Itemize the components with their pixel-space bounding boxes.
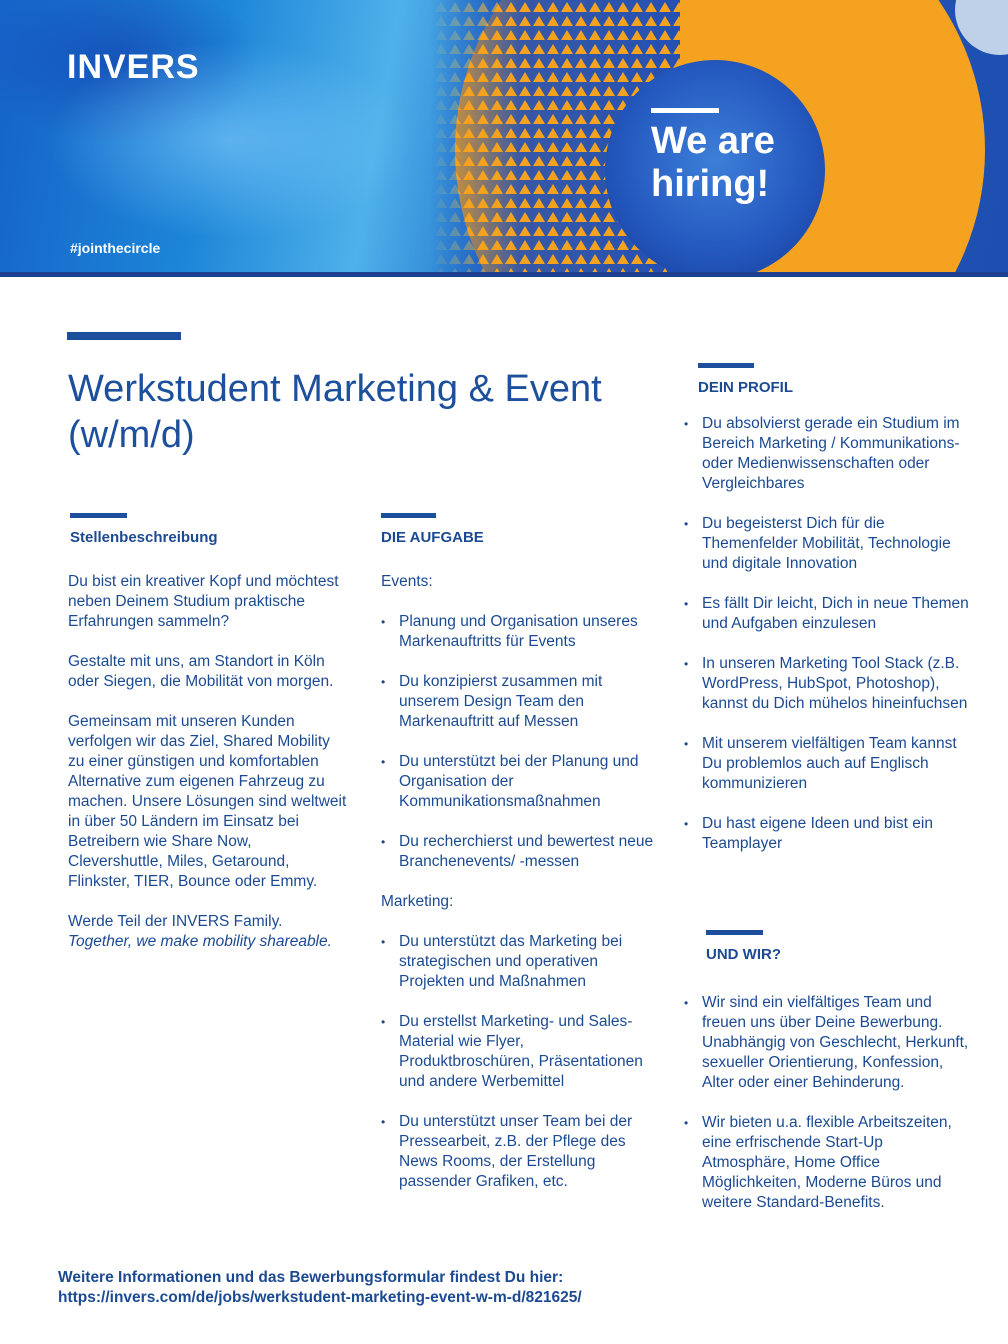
profil-accent-bar xyxy=(698,363,754,368)
list-item: • Du unterstützt unser Team bei der Pressearbeit, z.B. der Pflege des News Rooms, der Erstellung passender Grafiken, etc. xyxy=(381,1112,663,1192)
banner-divider xyxy=(0,272,1008,277)
list-item: • Es fällt Dir leicht, Dich in neue Themen und Aufgaben einzulesen xyxy=(684,594,969,634)
profil-list xyxy=(684,414,969,854)
profil-column xyxy=(684,414,969,854)
stellen-paragraph: Gemeinsam mit unseren Kunden verfolgen wir das Ziel, Shared Mobility zu einer günstigen und komfortablen Alternative zum eigenen Fahrzeug zu machen. Unsere Lösungen sind weltweit in über 50 Ländern im Einsatz bei Betreibern wie Share Now, Clevershuttle, Miles, Getaround, Flinkster, TIER, Bounce oder Emmy. xyxy=(68,713,347,890)
slogan-text: Together, we make mobility shareable. xyxy=(68,933,332,950)
marketing-label: Marketing: xyxy=(381,893,454,910)
title-accent-bar xyxy=(67,332,181,340)
list-item: • Wir bieten u.a. flexible Arbeitszeiten, eine erfrischende Start-Up Atmosphäre, Home Office Möglichkeiten, Moderne Büros und weitere Standard-Benefits. xyxy=(684,1113,969,1213)
list-item: • Du erstellst Marketing- und Sales-Material wie Flyer, Produktbroschüren, Präsentationen und andere Werbemittel xyxy=(381,1012,663,1092)
stellen-paragraph: Du bist ein kreativer Kopf und möchtest neben Deinem Studium praktische Erfahrungen sammeln? xyxy=(68,573,339,630)
list-item: • Du absolvierst gerade ein Studium im Bereich Marketing / Kommunikations- oder Medienwissenschaften oder Vergleichbares xyxy=(684,414,969,494)
circle-graphic xyxy=(0,0,1008,272)
hiring-headline: We are hiring! xyxy=(651,120,775,205)
footer xyxy=(58,1268,958,1308)
stellen-paragraph xyxy=(68,912,348,952)
wir-column xyxy=(684,993,969,1213)
events-list xyxy=(381,612,663,872)
aufgabe-heading: DIE AUFGABE xyxy=(381,529,484,546)
list-item: • Du recherchierst und bewertest neue Branchenevents/ -messen xyxy=(381,832,663,872)
wir-heading: UND WIR? xyxy=(706,946,781,963)
profil-heading: DEIN PROFIL xyxy=(698,379,794,396)
list-item: • Mit unserem vielfältigen Team kannst Du problemlos auch auf Englisch kommunizieren xyxy=(684,734,969,794)
list-item: • In unseren Marketing Tool Stack (z.B. WordPress, HubSpot, Photoshop), kannst du Dich mühelos hineinfuchsen xyxy=(684,654,969,714)
footer-text: Weitere Informationen und das Bewerbungsformular findest Du hier: xyxy=(58,1269,564,1286)
list-item: • Du konzipierst zusammen mit unserem Design Team den Markenauftritt auf Messen xyxy=(381,672,663,732)
wir-list xyxy=(684,993,969,1213)
job-title: Werkstudent Marketing & Event (w/m/d) xyxy=(68,368,602,456)
list-item: • Du unterstützt bei der Planung und Organisation der Kommunikationsmaßnahmen xyxy=(381,752,663,812)
list-item: • Du begeisterst Dich für die Themenfelder Mobilität, Technologie und digitale Innovation xyxy=(684,514,969,574)
invers-logo: INVERS xyxy=(67,48,200,86)
hiring-accent-bar xyxy=(651,108,719,113)
list-item: • Planung und Organisation unseres Markenauftritts für Events xyxy=(381,612,663,652)
aufgabe-column xyxy=(381,572,663,1212)
header-banner xyxy=(0,0,1008,272)
stellen-paragraph: Gestalte mit uns, am Standort in Köln oder Siegen, die Mobilität von morgen. xyxy=(68,653,334,690)
family-text: Werde Teil der INVERS Family. xyxy=(68,913,283,930)
marketing-list xyxy=(381,932,663,1192)
list-item: • Du unterstützt das Marketing bei strategischen und operativen Projekten und Maßnahmen xyxy=(381,932,663,992)
aufgabe-accent-bar xyxy=(381,513,436,518)
wir-accent-bar xyxy=(706,930,763,935)
stellen-column xyxy=(68,572,348,952)
stellen-heading: Stellenbeschreibung xyxy=(70,529,218,546)
events-label: Events: xyxy=(381,573,433,590)
list-item: • Du hast eigene Ideen und bist ein Teamplayer xyxy=(684,814,969,854)
stellen-accent-bar xyxy=(70,513,127,518)
list-item: • Wir sind ein vielfältiges Team und freuen uns über Deine Bewerbung. Unabhängig von Geschlecht, Herkunft, sexueller Orientierung, Konfession, Alter oder einer Behinderung. xyxy=(684,993,969,1093)
hashtag: #jointhecircle xyxy=(70,240,161,256)
application-link[interactable]: https://invers.com/de/jobs/werkstudent-marketing-event-w-m-d/821625/ xyxy=(58,1289,582,1306)
